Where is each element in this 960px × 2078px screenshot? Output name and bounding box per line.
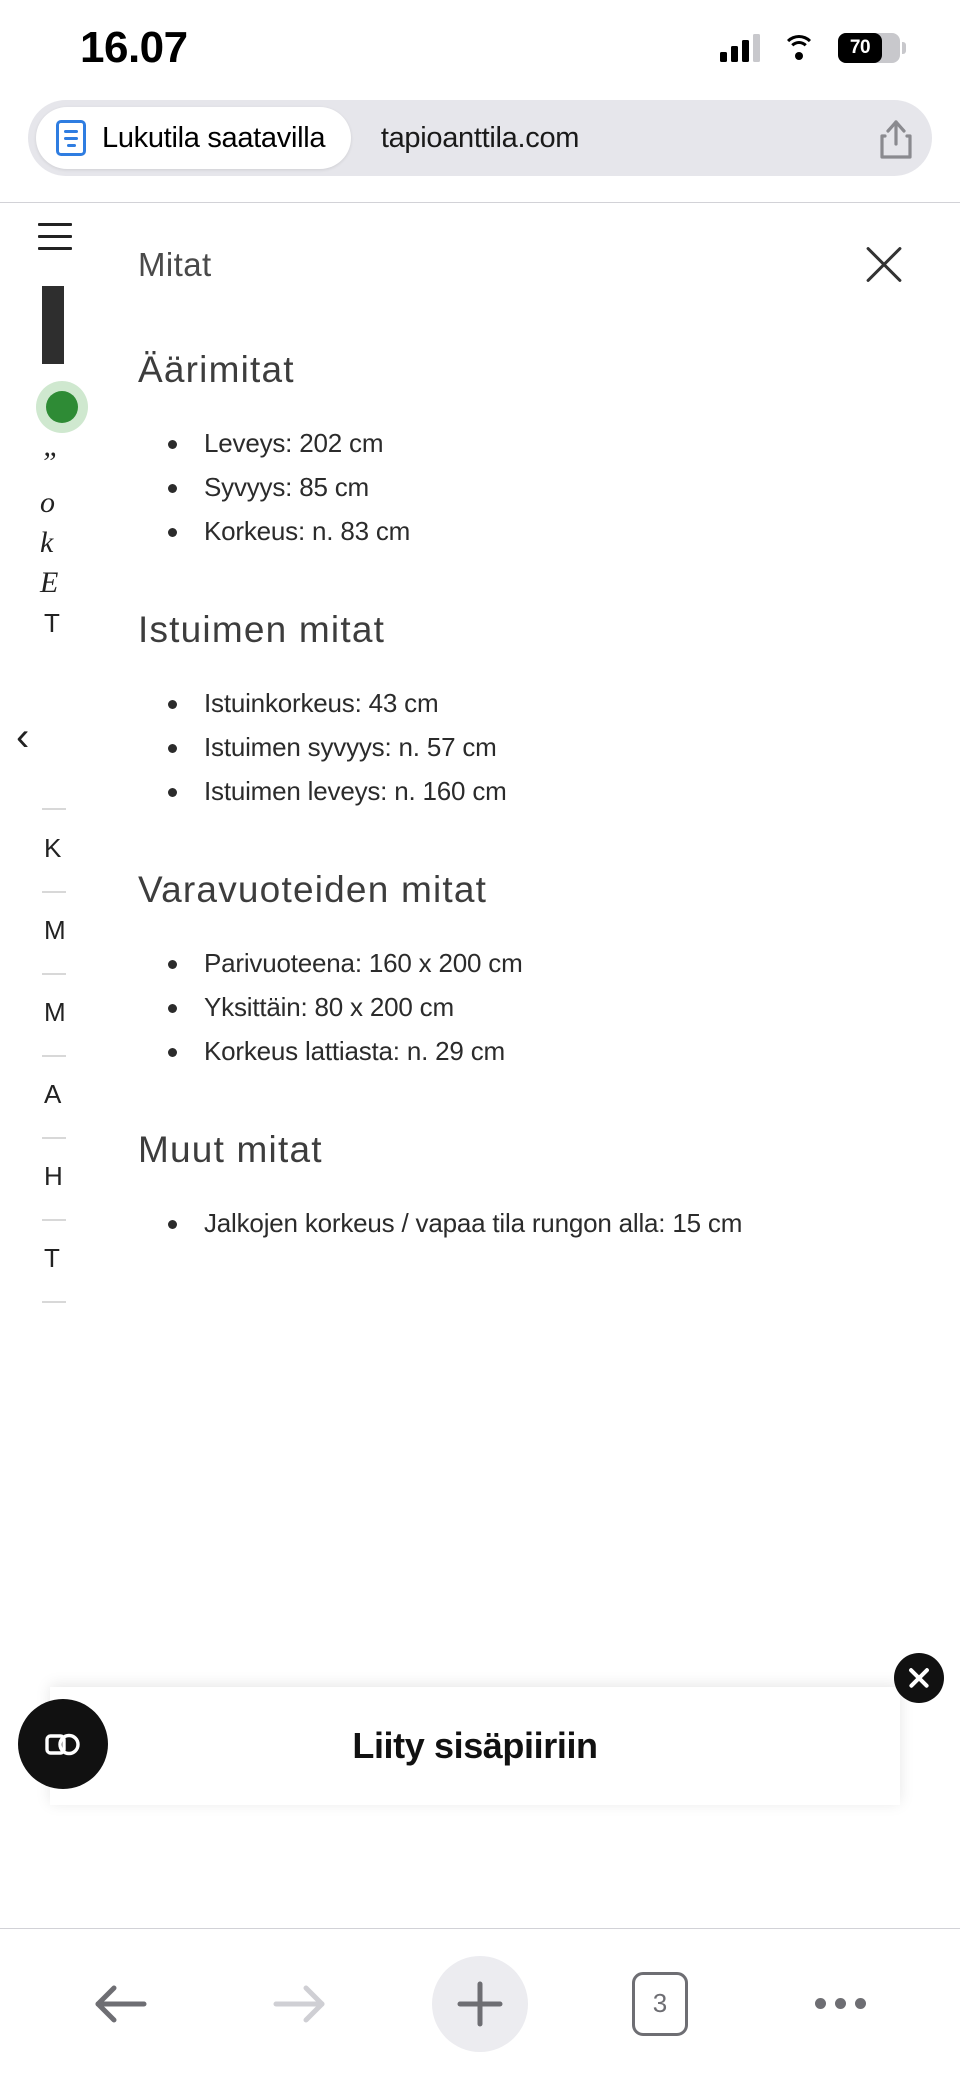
list-item: Korkeus: n. 83 cm	[162, 509, 912, 553]
background-divider	[42, 1055, 66, 1057]
background-italic-fragment: ” о k E	[40, 446, 59, 599]
newsletter-banner-zone	[0, 1631, 960, 1831]
browser-address-bar-container	[0, 96, 960, 202]
battery-percent-label: 70	[849, 37, 871, 58]
section-heading: Äärimitat	[138, 349, 295, 390]
section-heading: Muut mitat	[138, 1129, 323, 1170]
list-item: Korkeus lattiasta: n. 29 cm	[162, 1029, 912, 1073]
cellular-signal-icon	[720, 34, 760, 62]
status-bar-time: 16.07	[80, 23, 188, 72]
background-divider	[42, 973, 66, 975]
battery-icon	[838, 33, 900, 63]
more-options-button[interactable]	[792, 1956, 888, 2052]
hamburger-menu-icon[interactable]	[38, 223, 72, 250]
list-item: Leveys: 202 cm	[162, 421, 912, 465]
reader-mode-icon	[56, 120, 86, 156]
status-bar	[0, 0, 960, 96]
status-bar-icons	[720, 33, 900, 63]
tab-count-badge: 3	[632, 1972, 688, 2036]
section-list	[138, 681, 912, 813]
forward-button[interactable]	[252, 1956, 348, 2052]
section-heading: Istuimen mitat	[138, 609, 386, 650]
background-divider	[42, 808, 66, 810]
section-list	[138, 1201, 912, 1245]
background-letter-fragment: A	[44, 1079, 62, 1109]
background-letter-fragment: K	[44, 833, 62, 863]
background-dark-bar	[42, 286, 64, 364]
wifi-icon	[782, 35, 816, 61]
background-page-sliver	[0, 203, 90, 1831]
modal-body	[90, 349, 960, 1245]
arrow-left-icon	[90, 1981, 150, 2027]
background-divider	[42, 1137, 66, 1139]
reader-mode-button[interactable]	[36, 107, 351, 169]
background-letter-fragment: T	[44, 608, 61, 638]
background-divider	[42, 891, 66, 893]
close-icon	[906, 1665, 932, 1691]
background-divider	[42, 1219, 66, 1221]
new-tab-button[interactable]	[432, 1956, 528, 2052]
chevron-left-icon[interactable]: ‹	[16, 715, 30, 759]
list-item: Jalkojen korkeus / vapaa tila rungon alla: 15 cm	[162, 1201, 912, 1245]
arrow-right-icon	[270, 1981, 330, 2027]
modal-header	[90, 203, 960, 293]
back-button[interactable]	[72, 1956, 168, 2052]
cookie-consent-icon	[38, 1719, 88, 1769]
reader-mode-label: Lukutila saatavilla	[102, 121, 326, 154]
browser-bottom-toolbar	[0, 1928, 960, 2078]
plus-icon	[454, 1978, 506, 2030]
background-letter-fragment: M	[44, 915, 67, 945]
list-item: Istuimen leveys: n. 160 cm	[162, 769, 912, 813]
section-list	[138, 941, 912, 1073]
section-list	[138, 421, 912, 553]
page-content	[0, 203, 960, 1831]
newsletter-banner[interactable]	[50, 1687, 900, 1805]
list-item: Syvyys: 85 cm	[162, 465, 912, 509]
newsletter-banner-label: Liity sisäpiiriin	[352, 1725, 598, 1766]
cookie-consent-button[interactable]	[18, 1699, 108, 1789]
background-letter-fragment: M	[44, 997, 67, 1027]
address-bar[interactable]	[28, 100, 932, 176]
banner-close-button[interactable]	[894, 1653, 944, 1703]
dimensions-modal	[90, 203, 960, 1831]
address-bar-domain: tapioanttila.com	[380, 121, 580, 154]
background-letter-fragment: T	[44, 1243, 61, 1273]
section-heading: Varavuoteiden mitat	[138, 869, 488, 910]
modal-title: Mitat	[138, 246, 212, 283]
list-item: Istuimen syvyys: n. 57 cm	[162, 725, 912, 769]
list-item: Yksittäin: 80 x 200 cm	[162, 985, 912, 1029]
share-icon[interactable]	[868, 110, 924, 166]
tab-overview-button[interactable]	[612, 1956, 708, 2052]
background-divider	[42, 1301, 66, 1303]
background-letter-fragment: H	[44, 1161, 64, 1191]
ellipsis-icon	[815, 1998, 866, 2009]
background-status-dot	[36, 381, 88, 433]
close-icon[interactable]	[856, 237, 912, 293]
list-item: Parivuoteena: 160 x 200 cm	[162, 941, 912, 985]
list-item: Istuinkorkeus: 43 cm	[162, 681, 912, 725]
